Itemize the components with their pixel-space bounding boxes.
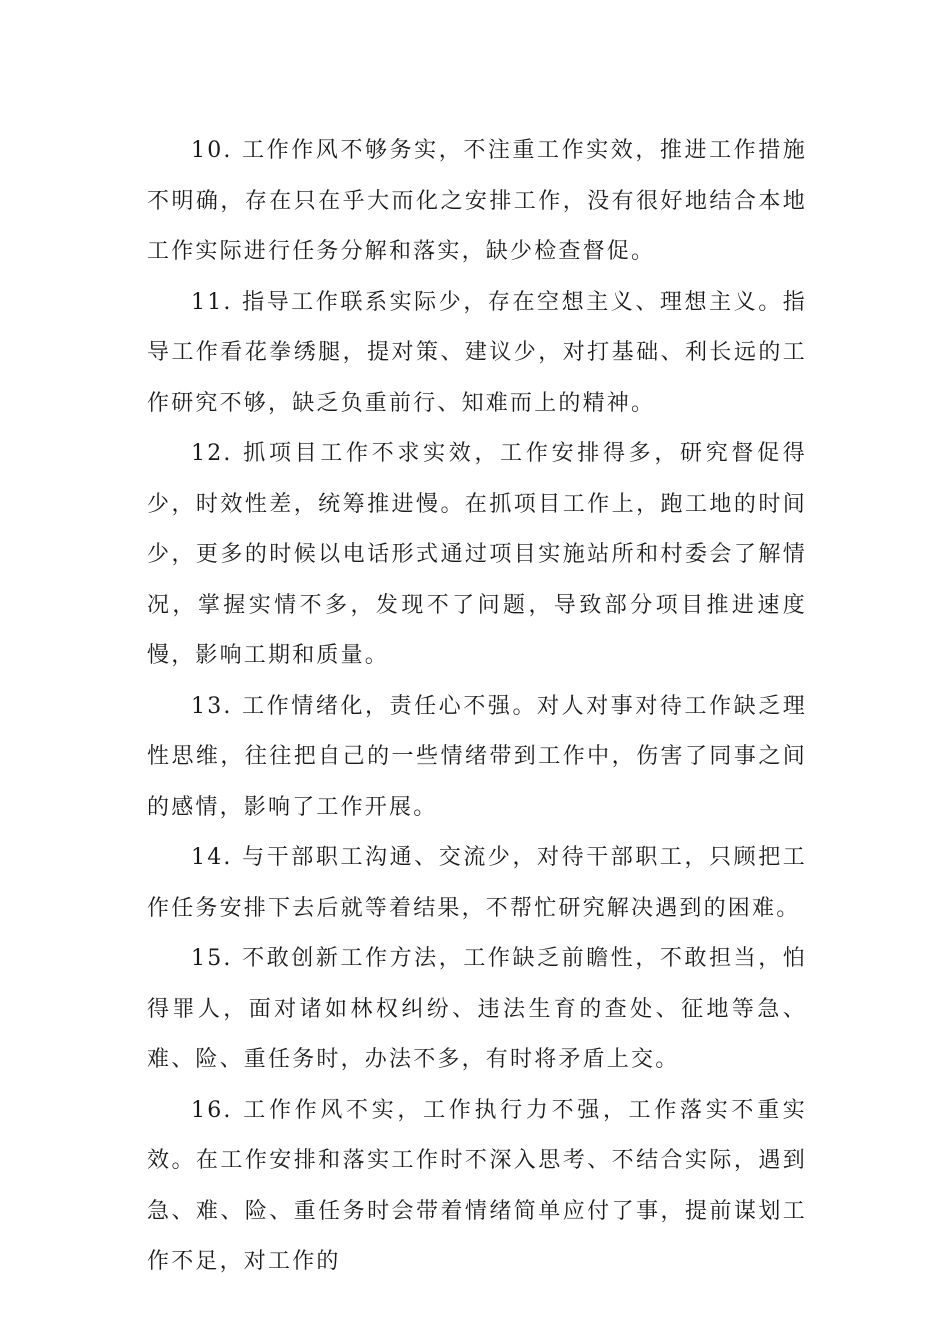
paragraph-14: 14. 与干部职工沟通、交流少，对待干部职工，只顾把工作任务安排下去后就等着结果，不帮忙研究解决遇到的困难。 [147, 845, 807, 921]
paragraph-12: 12. 抓项目工作不求实效，工作安排得多，研究督促得少，时效性差，统筹推进慢。在抓项目工作上，跑工地的时间少，更多的时候以电话形式通过项目实施站所和村委会了解情况，掌握实情不多，发现不了问题，导致部分项目推进速度慢，影响工期和质量。 [147, 441, 807, 668]
paragraph-15: 15. 不敢创新工作方法，工作缺乏前瞻性，不敢担当，怕得罪人，面对诸如林权纠纷、违法生育的查处、征地等急、难、险、重任务时，办法不多，有时将矛盾上交。 [147, 946, 807, 1072]
paragraph-16: 16. 工作作风不实，工作执行力不强，工作落实不重实效。在工作安排和落实工作时不深入思考、不结合实际，遇到急、难、险、重任务时会带着情绪简单应付了事，提前谋划工作不足，对工作的 [147, 1097, 807, 1274]
document-body [147, 126, 807, 1288]
paragraph-13: 13. 工作情绪化，责任心不强。对人对事对待工作缺乏理性思维，往往把自己的一些情绪带到工作中，伤害了同事之间的感情，影响了工作开展。 [147, 693, 807, 820]
paragraph-11: 11. 指导工作联系实际少，存在空想主义、理想主义。指导工作看花拳绣腿，提对策、建议少，对打基础、利长远的工作研究不够，缺乏负重前行、知难而上的精神。 [147, 289, 807, 416]
paragraph-10: 10. 工作作风不够务实，不注重工作实效，推进工作措施不明确，存在只在乎大而化之安排工作，没有很好地结合本地工作实际进行任务分解和落实，缺少检查督促。 [147, 138, 807, 264]
